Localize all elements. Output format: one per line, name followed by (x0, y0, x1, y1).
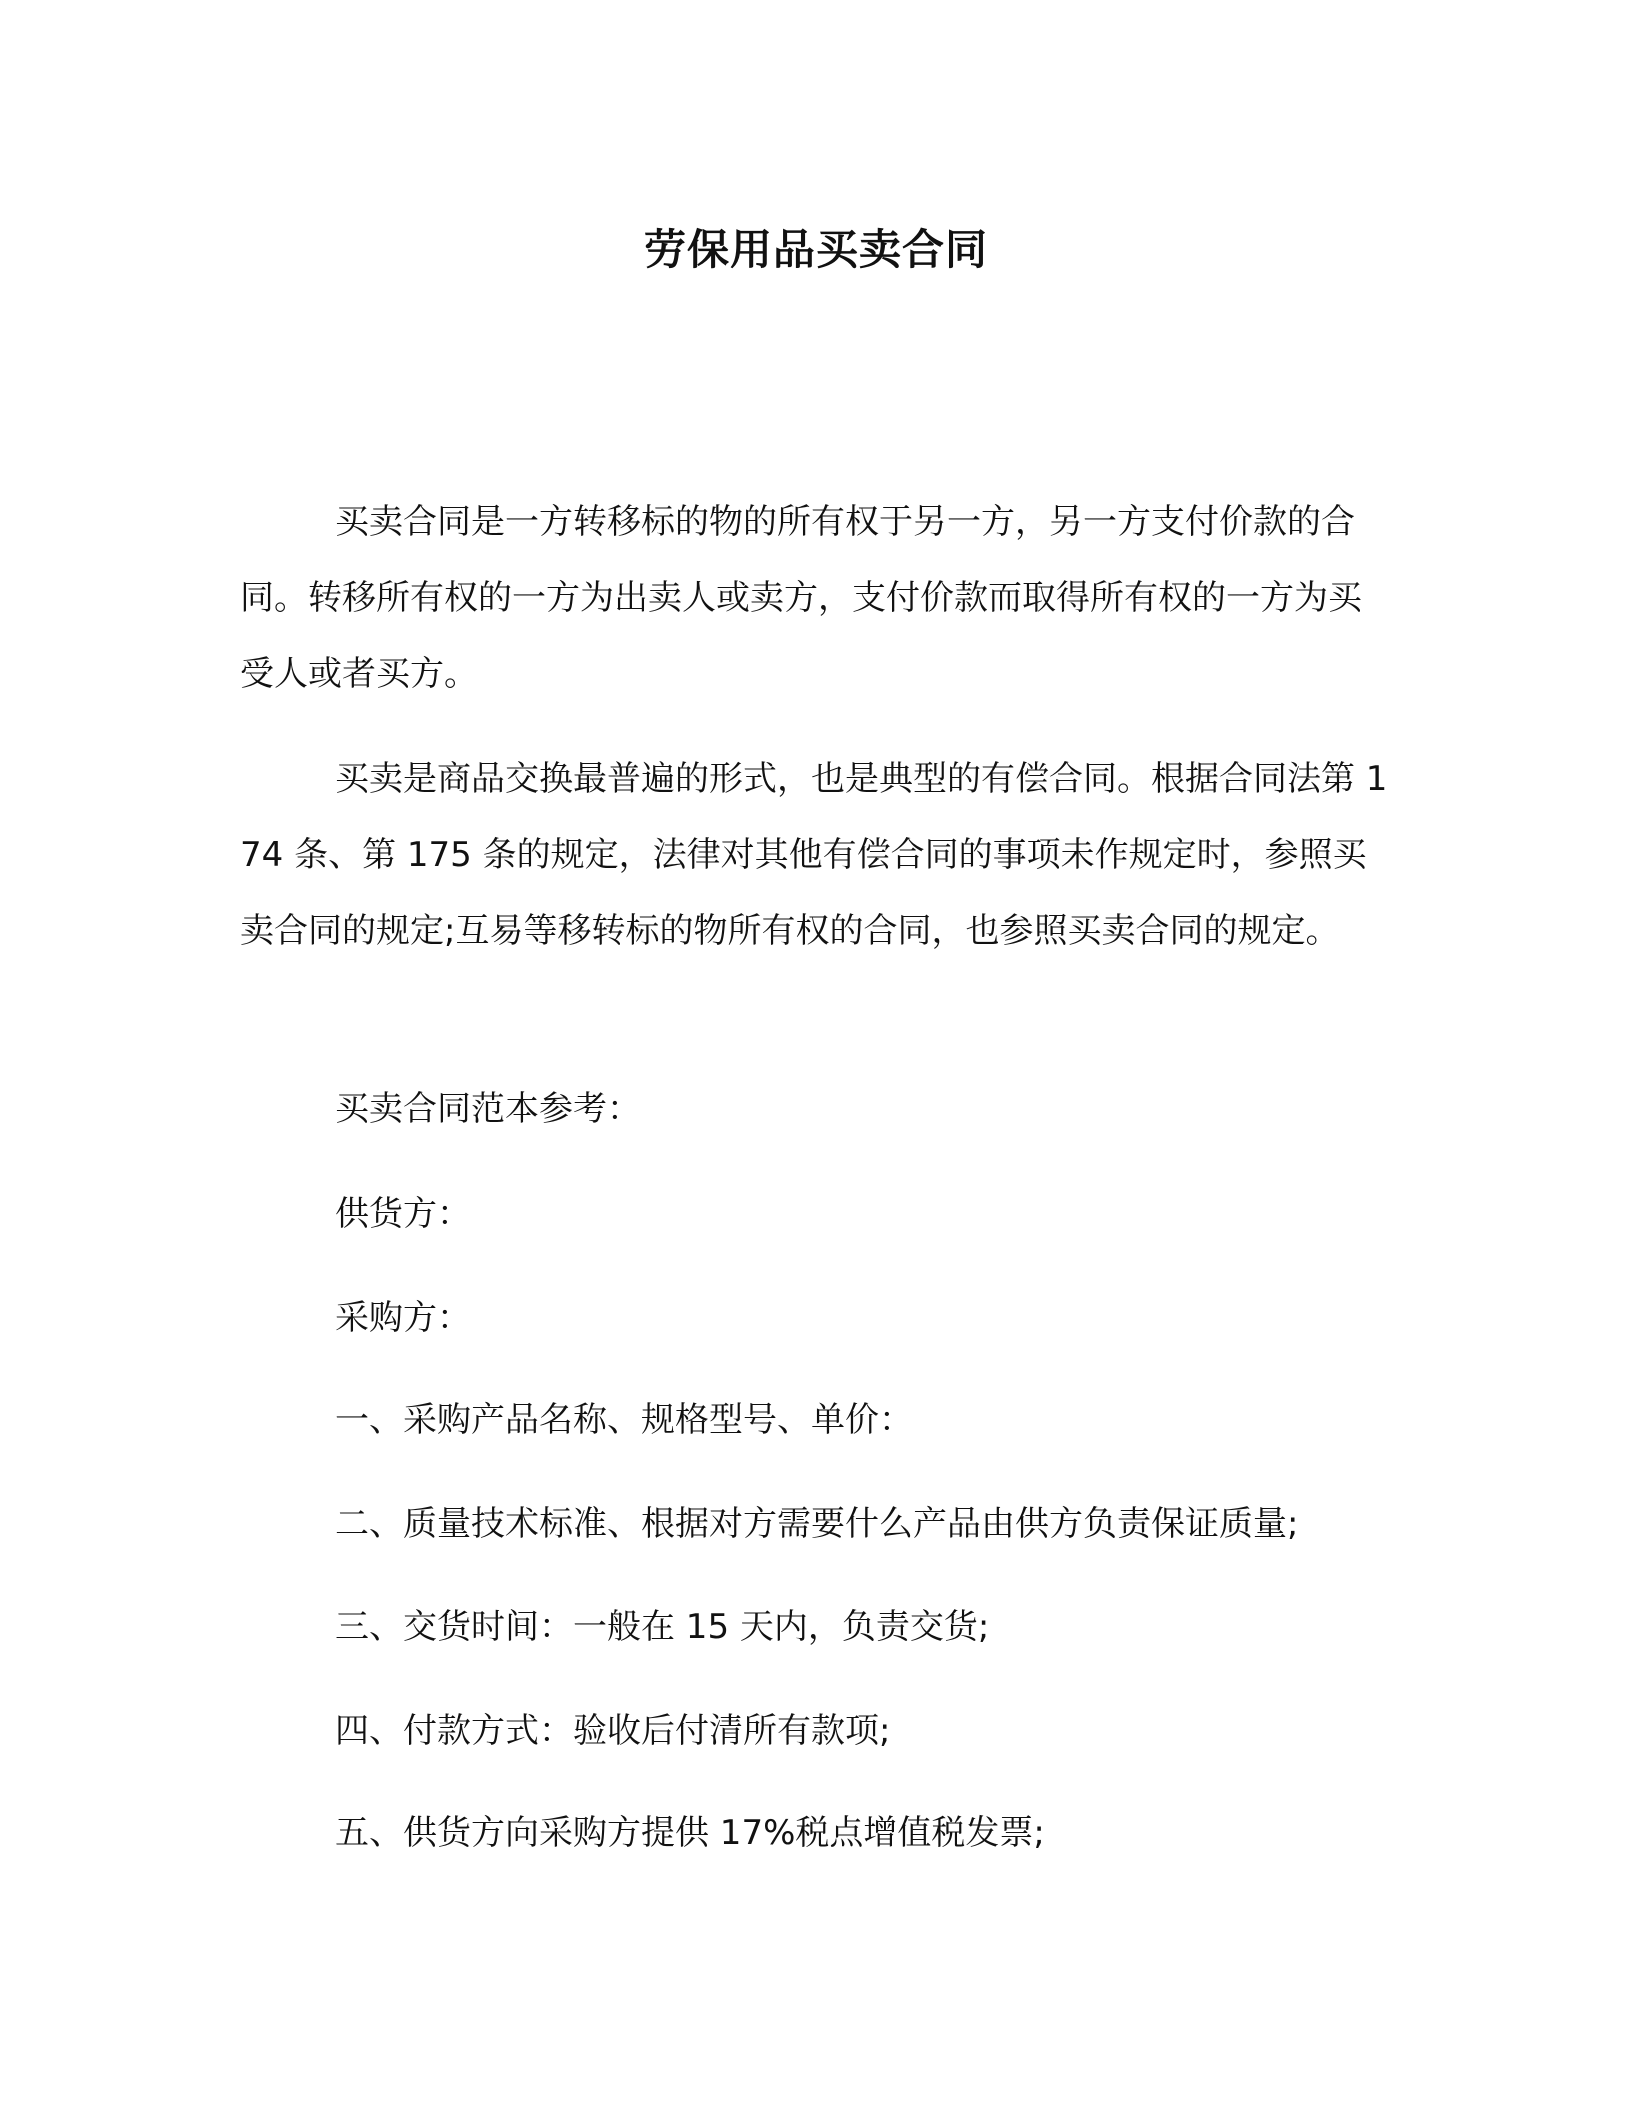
template-heading: 买卖合同范本参考： (335, 1089, 641, 1129)
purchaser-label: 采购方： (335, 1298, 471, 1338)
clause-1-products: 一、采购产品名称、规格型号、单价： (335, 1400, 913, 1440)
clause-3-delivery: 三、交货时间：一般在 15 天内，负责交货; (335, 1607, 990, 1647)
intro-paragraph-legal-basis: 买卖是商品交换最普遍的形式，也是典型的有偿合同。根据合同法第 174 条、第 175 条的规定，法律对其他有偿合同的事项未作规定时，参照买卖合同的规定;互易等移转标的物所有权的合同，也参照买卖合同的规定。 (240, 759, 1388, 951)
clause-2-quality: 二、质量技术标准、根据对方需要什么产品由供方负责保证质量; (335, 1504, 1299, 1544)
intro-paragraph-definition: 买卖合同是一方转移标的物的所有权于另一方，另一方支付价款的合同。转移所有权的一方为出卖人或卖方，支付价款而取得所有权的一方为买受人或者买方。 (240, 502, 1362, 694)
supplier-label: 供货方： (335, 1194, 471, 1234)
clause-5-invoice: 五、供货方向采购方提供 17%税点增值税发票; (335, 1813, 1045, 1853)
document-title: 劳保用品买卖合同 (643, 225, 988, 274)
clause-4-payment: 四、付款方式：验收后付清所有款项; (335, 1711, 891, 1751)
